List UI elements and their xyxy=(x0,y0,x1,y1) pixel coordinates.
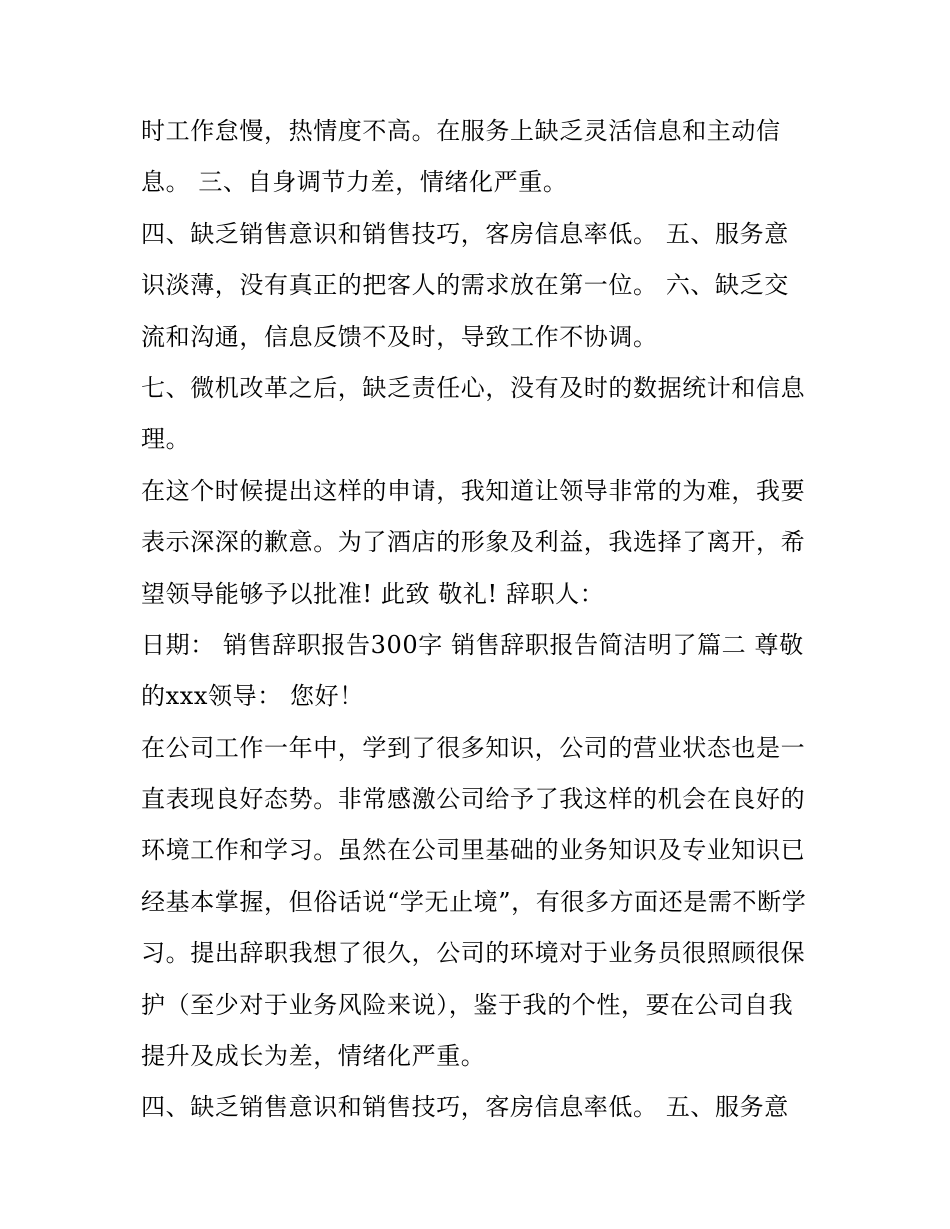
document-body xyxy=(141,106,821,1134)
text-line: 七、微机改革之后，缺乏责任心，没有及时的数据统计和信息 xyxy=(141,373,806,402)
text-line: 日期： 销售辞职报告300字 销售辞职报告简洁明了篇二 尊敬 xyxy=(141,630,804,659)
text-line: 在公司工作一年中，学到了很多知识，公司的营业状态也是一 xyxy=(141,733,806,762)
text-line: 识淡薄，没有真正的把客人的需求放在第一位。 六、缺乏交 xyxy=(141,271,789,300)
text-line: 望领导能够予以批准! 此致 敬礼! 辞职人： xyxy=(141,579,605,608)
text-line: 理。 xyxy=(141,425,191,454)
text-line: 四、缺乏销售意识和销售技巧，客房信息率低。 五、服务意 xyxy=(141,219,789,248)
text-line: 提升及成长为差，情绪化严重。 xyxy=(141,1042,486,1071)
text-line: 表示深深的歉意。为了酒店的形象及利益，我选择了离开，希 xyxy=(141,528,806,557)
text-line: 护（至少对于业务风险来说），鉴于我的个性，要在公司自我 xyxy=(141,990,794,1019)
text-line: 在这个时候提出这样的申请，我知道让领导非常的为难，我要 xyxy=(141,476,806,505)
text-line: 流和沟通，信息反馈不及时，导致工作不协调。 xyxy=(141,322,658,351)
text-line: 四、缺乏销售意识和销售技巧，客房信息率低。 五、服务意 xyxy=(141,1093,789,1122)
text-line: 息。 三、自身调节力差，情绪化严重。 xyxy=(141,168,568,197)
text-line: 习。提出辞职我想了很久，公司的环境对于业务员很照顾很保 xyxy=(141,939,806,968)
text-line: 环境工作和学习。虽然在公司里基础的业务知识及专业知识已 xyxy=(141,836,806,865)
text-line: 经基本掌握，但俗话说“学无止境”，有很多方面还是需不断学 xyxy=(141,887,807,916)
text-line: 时工作怠慢，热情度不高。在服务上缺乏灵活信息和主动信 xyxy=(141,117,781,145)
text-line: 的xxx领导： 您好！ xyxy=(141,682,364,711)
text-line: 直表现良好态势。非常感激公司给予了我这样的机会在良好的 xyxy=(141,785,806,814)
